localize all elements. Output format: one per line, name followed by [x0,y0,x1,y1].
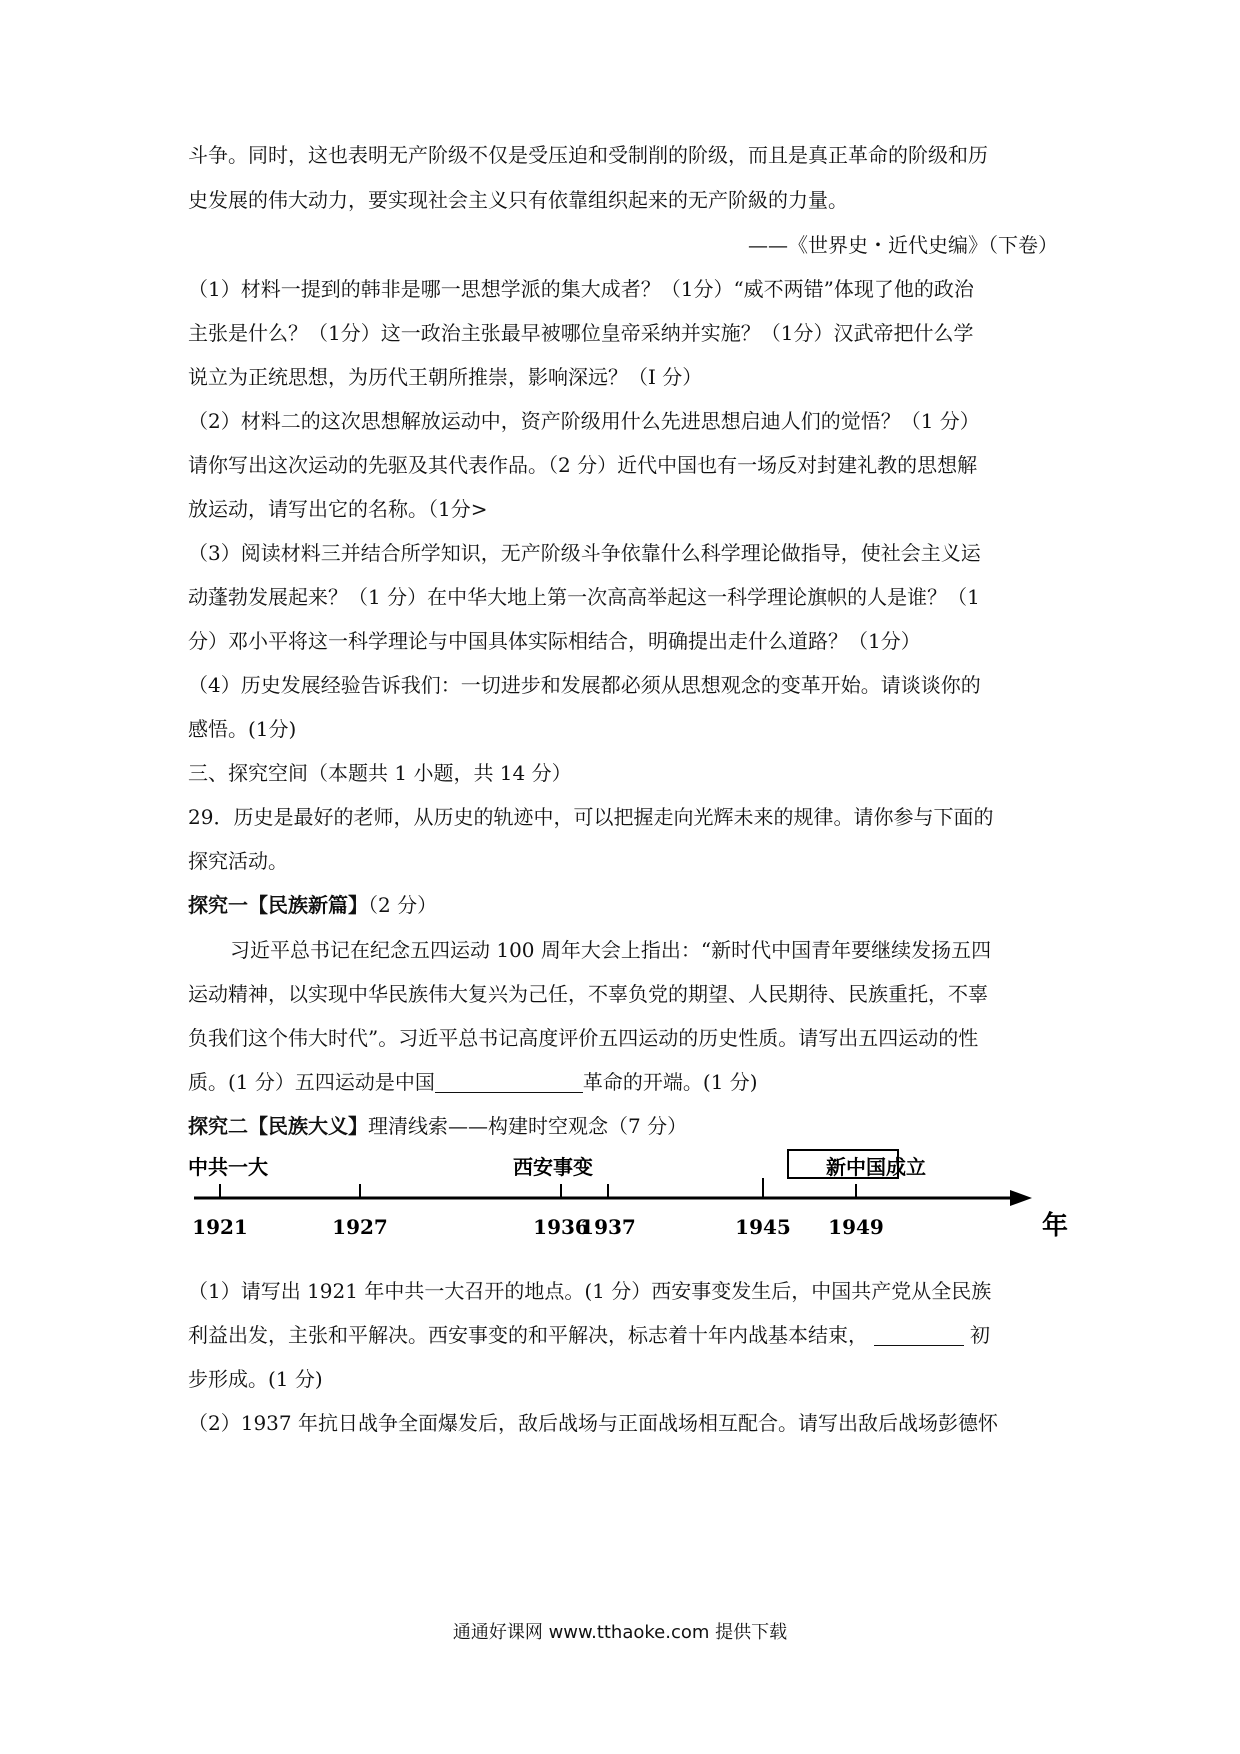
inquiry-1-paragraph: 负我们这个伟大时代”。习近平总书记高度评价五四运动的历史性质。请写出五四运动的性 [188,1026,979,1050]
timeline-event-label: 中共一大 [188,1155,268,1179]
question-2-line: 请你写出这次运动的先驱及其代表作品。（2 分）近代中国也有一场反对封建礼教的思想解 [188,453,978,477]
answer-blank[interactable] [435,1070,583,1093]
question-29-line: 探究活动。 [188,849,288,873]
timeline-year-label: 1937 [580,1215,636,1239]
source-citation: ——《世界史・近代史编》（下卷） [748,233,1058,257]
timeline-year-label: 1927 [332,1215,388,1239]
timeline-question-1-line: （1）请写出 1921 年中共一大召开的地点。(1 分）西安事变发生后，中国共产党从全民族 [188,1279,992,1303]
question-3-line: （3）阅读材料三并结合所学知识，无产阶级斗争依靠什么科学理论做指导，使社会主义运 [188,541,981,565]
inquiry-2-title [188,1111,1058,1141]
timeline-year-label: 1921 [192,1215,248,1239]
section-heading: 三、探究空间（本题共 1 小题，共 14 分） [188,761,572,785]
timeline-arrow-icon [1010,1190,1032,1206]
question-4-line: 感悟。(1分) [188,717,297,741]
inquiry-1-paragraph [188,1067,1058,1097]
question-1-line: 说立为正统思想，为历代王朝所推崇，影响深远？（I 分） [188,365,703,389]
inquiry-1-title-bold: 探究一【民族新篇】 [188,893,368,917]
text-line: 斗争。同时，这也表明无产阶级不仅是受压迫和受制削的阶级，而且是真正革命的阶级和历 [188,143,988,167]
page-footer: 通通好课网 www.tthaoke.com 提供下载 [452,1622,788,1643]
inquiry-2-title-bold: 探究二【民族大义】 [188,1114,368,1138]
timeline-q1-text-b: 初 [970,1323,990,1347]
timeline-question-1-line: 步形成。(1 分) [188,1367,323,1391]
question-2-line: 放运动，请写出它的名称。（1分> [188,497,488,521]
question-4-line: （4）历史发展经验告诉我们：一切进步和发展都必须从思想观念的变革开始。请谈谈你的 [188,673,981,697]
inquiry-1-paragraph: 习近平总书记在纪念五四运动 100 周年大会上指出：“新时代中国青年要继续发扬五四 [230,938,992,962]
question-1-line: 主张是什么？（1分）这一政治主张最早被哪位皇帝采纳并实施？（1分）汉武帝把什么学 [188,321,974,345]
answer-blank[interactable] [874,1323,964,1346]
question-2-line: （2）材料二的这次思想解放运动中，资产阶级用什么先进思想启迪人们的觉悟？（1 分） [188,409,980,433]
inquiry-1-title [188,890,1058,920]
timeline-event-label: 西安事变 [513,1155,593,1179]
inquiry-1-text-a: 质。(1 分）五四运动是中国 [188,1070,435,1094]
question-1-line: （1）材料一提到的韩非是哪一思想学派的集大成者？（1分）“威不两错”体现了他的政治 [188,277,974,301]
question-3-line: 动蓬勃发展起来？（1 分）在中华大地上第一次高高举起这一科学理论旗帜的人是谁？（1 [188,585,980,609]
timeline-q1-text-a: 利益出发，主张和平解决。西安事变的和平解决，标志着十年内战基本结束， [188,1323,868,1347]
timeline-question-1-line [188,1320,1058,1350]
timeline-year-label: 1945 [735,1215,791,1239]
question-3-line: 分）邓小平将这一科学理论与中国具体实际相结合，明确提出走什么道路？（1分） [188,629,921,653]
inquiry-1-paragraph: 运动精神，以实现中华民族伟大复兴为己任，不辜负党的期望、人民期待、民族重托，不辜 [188,982,988,1006]
timeline-unit: 年 [1042,1211,1069,1241]
inquiry-2-title-rest: 理清线索——构建时空观念（7 分） [368,1114,688,1138]
timeline-year-label: 1936 [533,1215,589,1239]
timeline-question-2-line: （2）1937 年抗日战争全面爆发后，敌后战场与正面战场相互配合。请写出敌后战场彭德怀 [188,1411,998,1435]
inquiry-1-text-b: 革命的开端。(1 分) [582,1070,758,1094]
timeline-event-label: 新中国成立 [826,1155,926,1179]
timeline-year-label: 1949 [828,1215,884,1239]
timeline-diagram [180,1148,1080,1258]
inquiry-1-title-score: （2 分） [368,893,438,917]
text-line: 史发展的伟大动力，要实现社会主义只有依靠组织起来的无产阶級的力量。 [188,188,848,212]
question-29-line: 29．历史是最好的老师，从历史的轨迹中，可以把握走向光辉未来的规律。请你参与下面的 [188,805,994,829]
